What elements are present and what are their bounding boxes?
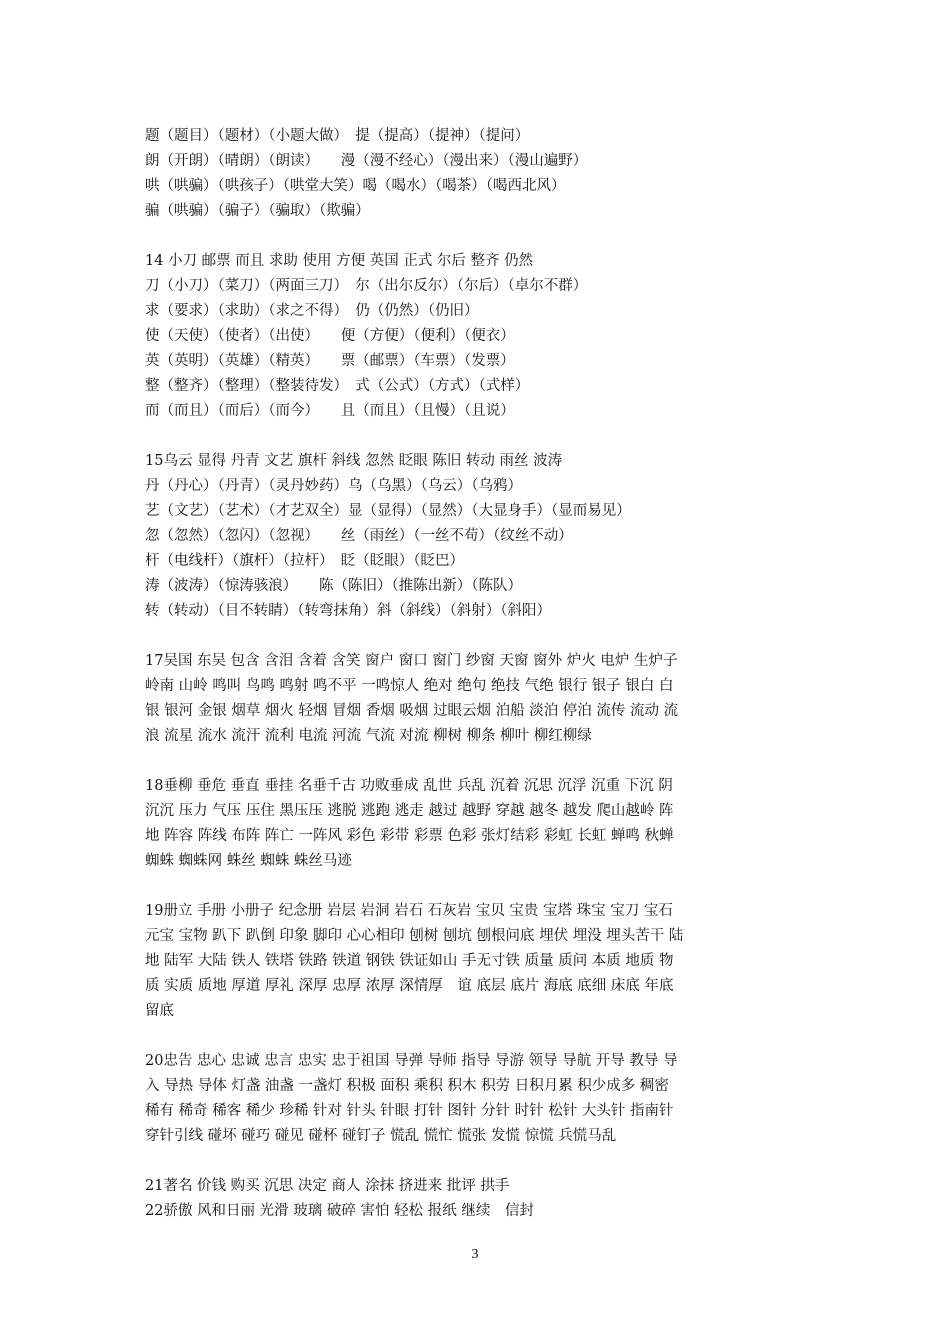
text-line: 19册立 手册 小册子 纪念册 岩层 岩洞 岩石 石灰岩 宝贝 宝贵 宝塔 珠宝 宝刀 宝石: [145, 903, 673, 919]
text-line: 15乌云 显得 丹青 文艺 旗杆 斜线 忽然 眨眼 陈旧 转动 雨丝 波涛: [145, 453, 563, 469]
text-line: 求（要求）（求助）（求之不得） 仍（仍然）（仍旧）: [145, 303, 479, 319]
word-group: [145, 249, 815, 424]
text-line: 使（天使）（使者）（出使） 便（方便）（便利）（便衣）: [145, 328, 515, 344]
text-line: 刀（小刀）（菜刀）（两面三刀） 尔（出尔反尔）（尔后）（卓尔不群）: [145, 278, 588, 294]
paragraph-gap: [145, 749, 815, 774]
text-line: 艺（文艺）（艺术）（才艺双全）显（显得）（显然）（大显身手）（显而易见）: [145, 503, 631, 519]
text-line: 留底: [145, 1003, 174, 1019]
text-line: 骗（哄骗）（骗子）（骗取）（欺骗）: [145, 203, 370, 219]
paragraph-gap: [145, 424, 815, 449]
paragraph-gap: [145, 224, 815, 249]
text-line: 岭南 山岭 鸣叫 鸟鸣 鸣射 鸣不平 一鸣惊人 绝对 绝句 绝技 气绝 银行 银子 银白 白: [145, 678, 674, 694]
word-group: [145, 899, 815, 1024]
text-line: 浪 流星 流水 流汗 流利 电流 河流 气流 对流 柳树 柳条 柳叶 柳红柳绿: [145, 728, 592, 744]
word-group: [145, 449, 815, 624]
text-line: 穿针引线 碰坏 碰巧 碰见 碰杯 碰钉子 慌乱 慌忙 慌张 发慌 惊慌 兵慌马乱: [145, 1128, 617, 1144]
text-line: 21著名 价钱 购买 沉思 决定 商人 涂抹 挤进来 批评 拱手: [145, 1178, 510, 1194]
text-line: 地 阵容 阵线 布阵 阵亡 一阵风 彩色 彩带 彩票 色彩 张灯结彩 彩虹 长虹 蝉鸣 秋蝉: [145, 828, 674, 844]
text-line: 蜘蛛 蜘蛛网 蛛丝 蜘蛛 蛛丝马迹: [145, 853, 352, 869]
word-group: [145, 1174, 815, 1224]
text-line: 元宝 宝物 趴下 趴倒 印象 脚印 心心相印 刨树 刨坑 刨根问底 埋伏 埋没 埋头苦干 陆: [145, 928, 684, 944]
text-line: 17吴国 东吴 包含 含泪 含着 含笑 窗户 窗口 窗门 纱窗 天窗 窗外 炉火 电炉 生炉子: [145, 653, 678, 669]
text-line: 朗（开朗）（晴朗）（朗读） 漫（漫不经心）（漫出来）（漫山遍野）: [145, 153, 588, 169]
text-line: 而（而且）（而后）（而今） 且（而且）（且慢）（且说）: [145, 403, 515, 419]
text-line: 稀有 稀奇 稀客 稀少 珍稀 针对 针头 针眼 打针 图针 分针 时针 松针 大头针 指南针: [145, 1103, 674, 1119]
document-body: [145, 124, 815, 1224]
text-line: 杆（电线杆）（旗杆）（拉杆） 眨（眨眼）（眨巴）: [145, 553, 464, 569]
text-line: 质 实质 质地 厚道 厚礼 深厚 忠厚 浓厚 深情厚 谊 底层 底片 海底 底细 床底 年底: [145, 978, 674, 994]
text-line: 哄（哄骗）（哄孩子）（哄堂大笑）喝（喝水）（喝茶）（喝西北风）: [145, 178, 566, 194]
text-line: 英（英明）（英雄）（精英） 票（邮票）（车票）（发票）: [145, 353, 515, 369]
text-line: 整（整齐）（整理）（整装待发） 式（公式）（方式）（式样）: [145, 378, 530, 394]
text-line: 转（转动）（目不转睛）（转弯抹角）斜（斜线）（斜射）（斜阳）: [145, 603, 551, 619]
word-group: [145, 1049, 815, 1149]
text-line: 丹（丹心）（丹青）（灵丹妙药）乌（乌黑）（乌云）（乌鸦）: [145, 478, 522, 494]
paragraph-gap: [145, 1024, 815, 1049]
text-line: 沉沉 压力 气压 压住 黑压压 逃脱 逃跑 逃走 越过 越野 穿越 越冬 越发 爬山越岭 阵: [145, 803, 674, 819]
text-line: 20忠告 忠心 忠诚 忠言 忠实 忠于祖国 导弹 导师 指导 导游 领导 导航 开导 教导 导: [145, 1053, 678, 1069]
page-number: 3: [471, 1247, 479, 1262]
text-line: 题（题目）（题材）（小题大做） 提（提高）（提神）（提问）: [145, 128, 530, 144]
text-line: 涛（波涛）（惊涛骇浪） 陈（陈旧）（推陈出新）（陈队）: [145, 578, 522, 594]
paragraph-gap: [145, 624, 815, 649]
text-line: 地 陆军 大陆 铁人 铁塔 铁路 铁道 钢铁 铁证如山 手无寸铁 质量 质问 本质 地质 物: [145, 953, 674, 969]
text-line: 14 小刀 邮票 而且 求助 使用 方便 英国 正式 尔后 整齐 仍然: [145, 253, 534, 269]
text-line: 18垂柳 垂危 垂直 垂挂 名垂千古 功败垂成 乱世 兵乱 沉着 沉思 沉浮 沉重 下沉 阴: [145, 778, 673, 794]
word-group: [145, 124, 815, 224]
text-line: 银 银河 金银 烟草 烟火 轻烟 冒烟 香烟 吸烟 过眼云烟 泊船 淡泊 停泊 流传 流动 流: [145, 703, 679, 719]
text-line: 入 导热 导体 灯盏 油盏 一盏灯 积极 面积 乘积 积木 积劳 日积月累 积少成多 稠密: [145, 1078, 669, 1094]
paragraph-gap: [145, 874, 815, 899]
text-line: 22骄傲 风和日丽 光滑 玻璃 破碎 害怕 轻松 报纸 继续 信封: [145, 1203, 534, 1219]
text-line: 忽（忽然）（忽闪）（忽视） 丝（雨丝）（一丝不苟）（纹丝不动）: [145, 528, 573, 544]
word-group: [145, 774, 815, 874]
word-group: [145, 649, 815, 749]
paragraph-gap: [145, 1149, 815, 1174]
